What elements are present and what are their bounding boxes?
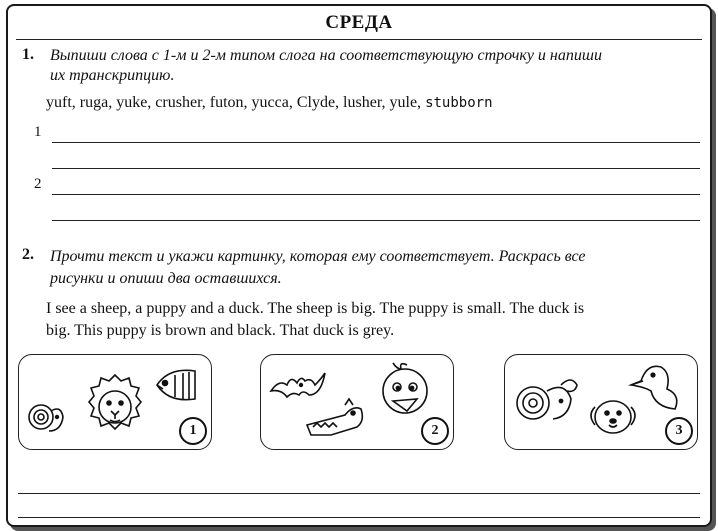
- word-list: [46, 94, 493, 112]
- task-1-instruction: [50, 46, 710, 86]
- picture-number-2: 2: [421, 417, 449, 445]
- line-label-2: 2: [34, 176, 42, 192]
- task-1-instruction-line-2: их транскрипцию.: [50, 67, 175, 84]
- line-label-1: 1: [34, 124, 42, 140]
- bat-icon: [271, 373, 325, 397]
- chick-icon: [383, 363, 427, 413]
- reading-text-line-1: I see a sheep, a puppy and a duck. The sheep is big. The puppy is small. The duck is: [46, 300, 585, 317]
- picture-option-1[interactable]: [18, 354, 212, 450]
- reading-text-line-2: big. This puppy is brown and black. That duck is grey.: [46, 322, 395, 339]
- task-2-instruction: [50, 246, 710, 290]
- answer-line-2b[interactable]: [52, 220, 700, 221]
- answer-line-2a[interactable]: [52, 194, 700, 195]
- title-divider: [16, 39, 702, 40]
- ram-icon: [517, 380, 577, 419]
- page-title: СРЕДА: [325, 12, 393, 33]
- picture-number-1: 1: [179, 417, 207, 445]
- duck-icon: [631, 366, 677, 409]
- word-stubborn: stubborn: [425, 95, 493, 111]
- fish-icon: [157, 370, 195, 400]
- answer-line-1a[interactable]: [52, 142, 700, 143]
- picture-option-3[interactable]: [504, 354, 698, 450]
- picture-option-2[interactable]: [260, 354, 454, 450]
- task-1-number: 1.: [22, 46, 34, 63]
- bottom-answer-line-2[interactable]: [18, 517, 700, 518]
- word-list-text: yuft, ruga, yuke, crusher, futon, yucca, Clyde, lusher, yule,: [46, 94, 422, 111]
- task-2-instruction-line-2: рисунки и опиши два оставшихся.: [50, 270, 282, 287]
- reading-text: [46, 298, 686, 342]
- crocodile-icon: [307, 399, 362, 435]
- worksheet-frame: [6, 4, 712, 527]
- lion-icon: [89, 375, 141, 429]
- task-1-instruction-line-1: Выпиши слова с 1-м и 2-м типом слога на соответствующую строчку и напиши: [50, 47, 602, 64]
- task-2-instruction-line-1: Прочти текст и укажи картинку, которая ему соответствует. Раскрась все: [50, 248, 586, 265]
- ram-icon: [29, 405, 63, 431]
- answer-line-1b[interactable]: [52, 168, 700, 169]
- picture-number-3: 3: [665, 417, 693, 445]
- task-2-number: 2.: [22, 246, 34, 263]
- bottom-answer-line-1[interactable]: [18, 493, 700, 494]
- puppy-icon: [591, 401, 635, 433]
